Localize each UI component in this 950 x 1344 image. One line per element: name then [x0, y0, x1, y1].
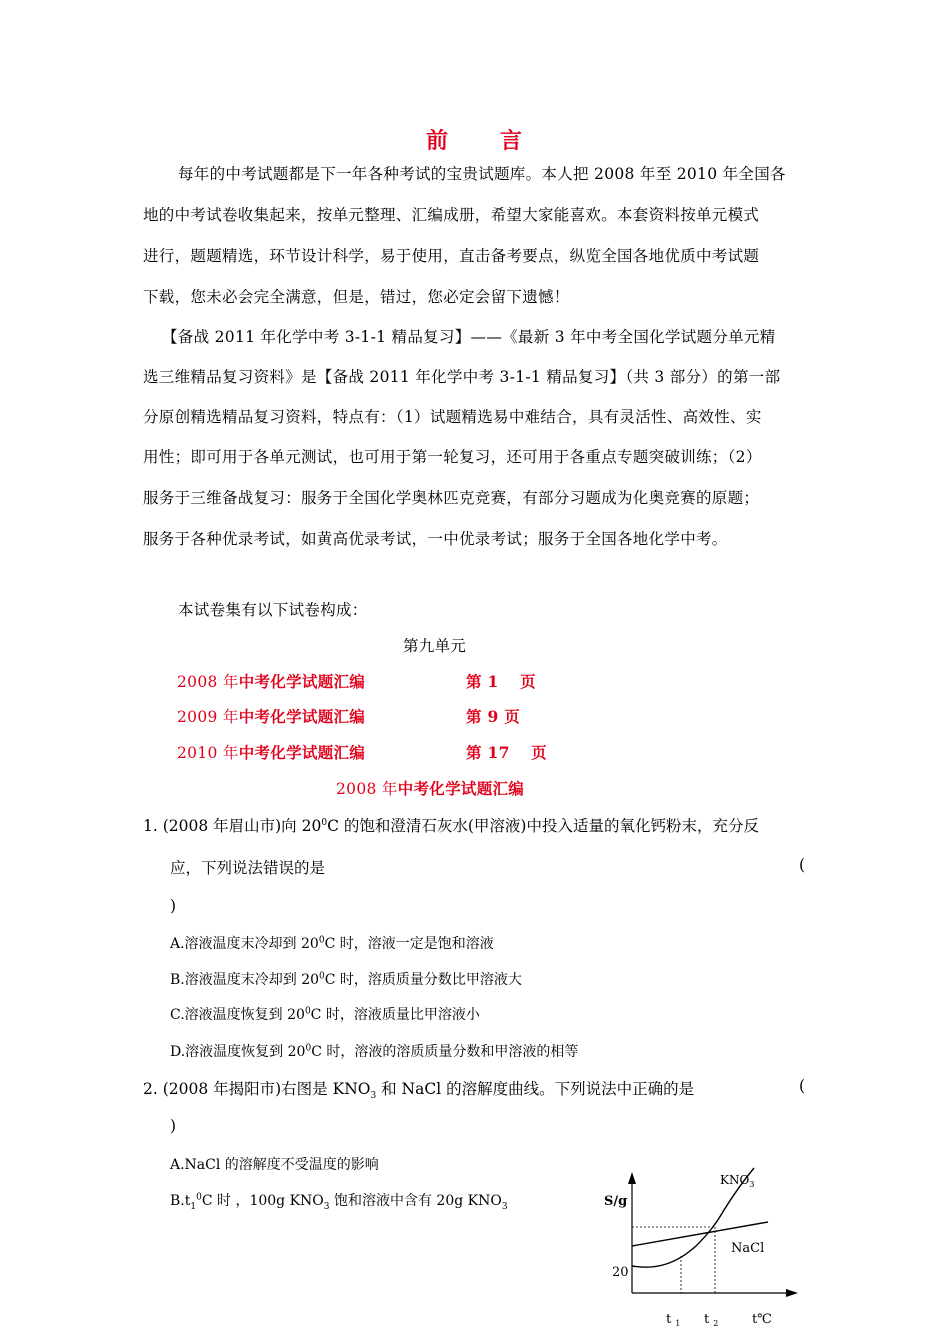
intro-line: 每年的中考试题都是下一年各种考试的宝贵试题库。本人把 2008 年至 2010 年全国各 [178, 165, 786, 183]
q1-answer-paren-close: ) [170, 897, 177, 915]
solubility-graph [596, 1160, 816, 1344]
y-axis-arrow [628, 1172, 636, 1184]
title-part-1: 前 [425, 128, 450, 154]
nacl-label: NaCl [731, 1241, 765, 1256]
intro-line: 下载，您未必会完全满意，但是，错过，您必定会留下遗憾！ [143, 288, 570, 306]
toc-title: 中考化学试题汇编 [238, 672, 366, 691]
section-year: 2008 年 [336, 780, 398, 798]
section-heading [336, 777, 524, 799]
title-part-2: 言 [500, 128, 525, 154]
t1-label: t $_1$ [666, 1312, 681, 1328]
q2-answer-paren-close: ) [170, 1117, 177, 1135]
q2-answer-paren-open: ( [799, 1077, 806, 1095]
q1-option-c[interactable]: C.溶液温度恢复到 $20^0C$ 时，溶液质量比甲溶液小 [170, 1006, 480, 1023]
toc-item[interactable] [177, 741, 365, 763]
intro-line: 用性；即可用于各单元测试，也可用于第一轮复习，还可用于各重点专题突破训练；（2） [143, 448, 762, 466]
toc-year: 2010 年 [177, 744, 239, 762]
intro-line: 分原创精选精品复习资料，特点有：（1）试题精选易中难结合，具有灵活性、高效性、实 [143, 408, 762, 426]
q1-option-b[interactable]: B.溶液温度末冷却到 $20^0C$ 时，溶质质量分数比甲溶液大 [170, 971, 522, 988]
page-title [0, 124, 950, 155]
toc-page: 第 1 页 [466, 672, 536, 691]
q1-option-a[interactable]: A.溶液温度末冷却到 $20^0C$ 时，溶液一定是饱和溶液 [170, 935, 494, 952]
q1-answer-paren-open: ( [799, 856, 806, 874]
y-axis-label: S/g [604, 1194, 628, 1209]
q1-stem-line1: 1. (2008 年眉山市)向 $20^0C$ 的饱和澄清石灰水(甲溶液)中投入适量的氧化钙粉末，充分反 [143, 817, 759, 835]
toc-item[interactable] [177, 705, 365, 727]
toc-title: 中考化学试题汇编 [238, 707, 366, 726]
toc-year: 2008 年 [177, 673, 239, 691]
section-title: 中考化学试题汇编 [397, 779, 525, 798]
intro-line: 进行，题题精选，环节设计科学，易于使用，直击备考要点，纵览全国各地优质中考试题 [143, 247, 760, 265]
toc-year: 2009 年 [177, 708, 239, 726]
t2-label: t $_2$ [704, 1312, 719, 1328]
toc-title: 中考化学试题汇编 [238, 743, 366, 762]
intro-line: 服务于三维备战复习：服务于全国化学奥林匹克竞赛，有部分习题成为化奥竞赛的原题； [143, 489, 760, 507]
q2-option-a[interactable]: A.NaCl 的溶解度不受温度的影响 [170, 1157, 379, 1173]
x-axis-arrow [786, 1289, 798, 1297]
toc-item[interactable] [177, 670, 365, 692]
x-axis-label: t℃ [752, 1312, 772, 1327]
kno3-label: $KNO_3$ [720, 1173, 755, 1189]
q1-stem-line2: 应，下列说法错误的是 [170, 859, 326, 877]
unit-label: 第九单元 [403, 637, 467, 655]
q1-option-d[interactable]: D.溶液温度恢复到 $20^0C$ 时，溶液的溶质质量分数和甲溶液的相等 [170, 1043, 579, 1060]
intro-line: 地的中考试卷收集起来，按单元整理、汇编成册，希望大家能喜欢。本套资料按单元模式 [143, 206, 760, 224]
intro-line: 选三维精品复习资料》是【备战 2011 年化学中考 3-1-1 精品复习】（共 3 部分）的第一部 [143, 368, 781, 386]
toc-page: 第 9 页 [466, 707, 521, 726]
toc-page: 第 17 页 [466, 743, 547, 762]
composition-label: 本试卷集有以下试卷构成： [178, 601, 368, 619]
q2-option-b[interactable]: $B.t_1^0C$ 时 ，100g $KNO_3$ 饱和溶液中含有 20g $KNO_3$ [170, 1192, 508, 1212]
intro-line: 服务于各种优录考试，如黄高优录考试，一中优录考试；服务于全国各地化学中考。 [143, 530, 728, 548]
intro-line: 【备战 2011 年化学中考 3-1-1 精品复习】——《最新 3 年中考全国化学试题分单元精 [162, 328, 776, 346]
q2-stem-line1: 2. (2008 年揭阳市)右图是 $KNO_3$ 和 NaCl 的溶解度曲线。下列说法中正确的是 [143, 1080, 695, 1102]
y-tick-label: 20 [612, 1265, 629, 1280]
